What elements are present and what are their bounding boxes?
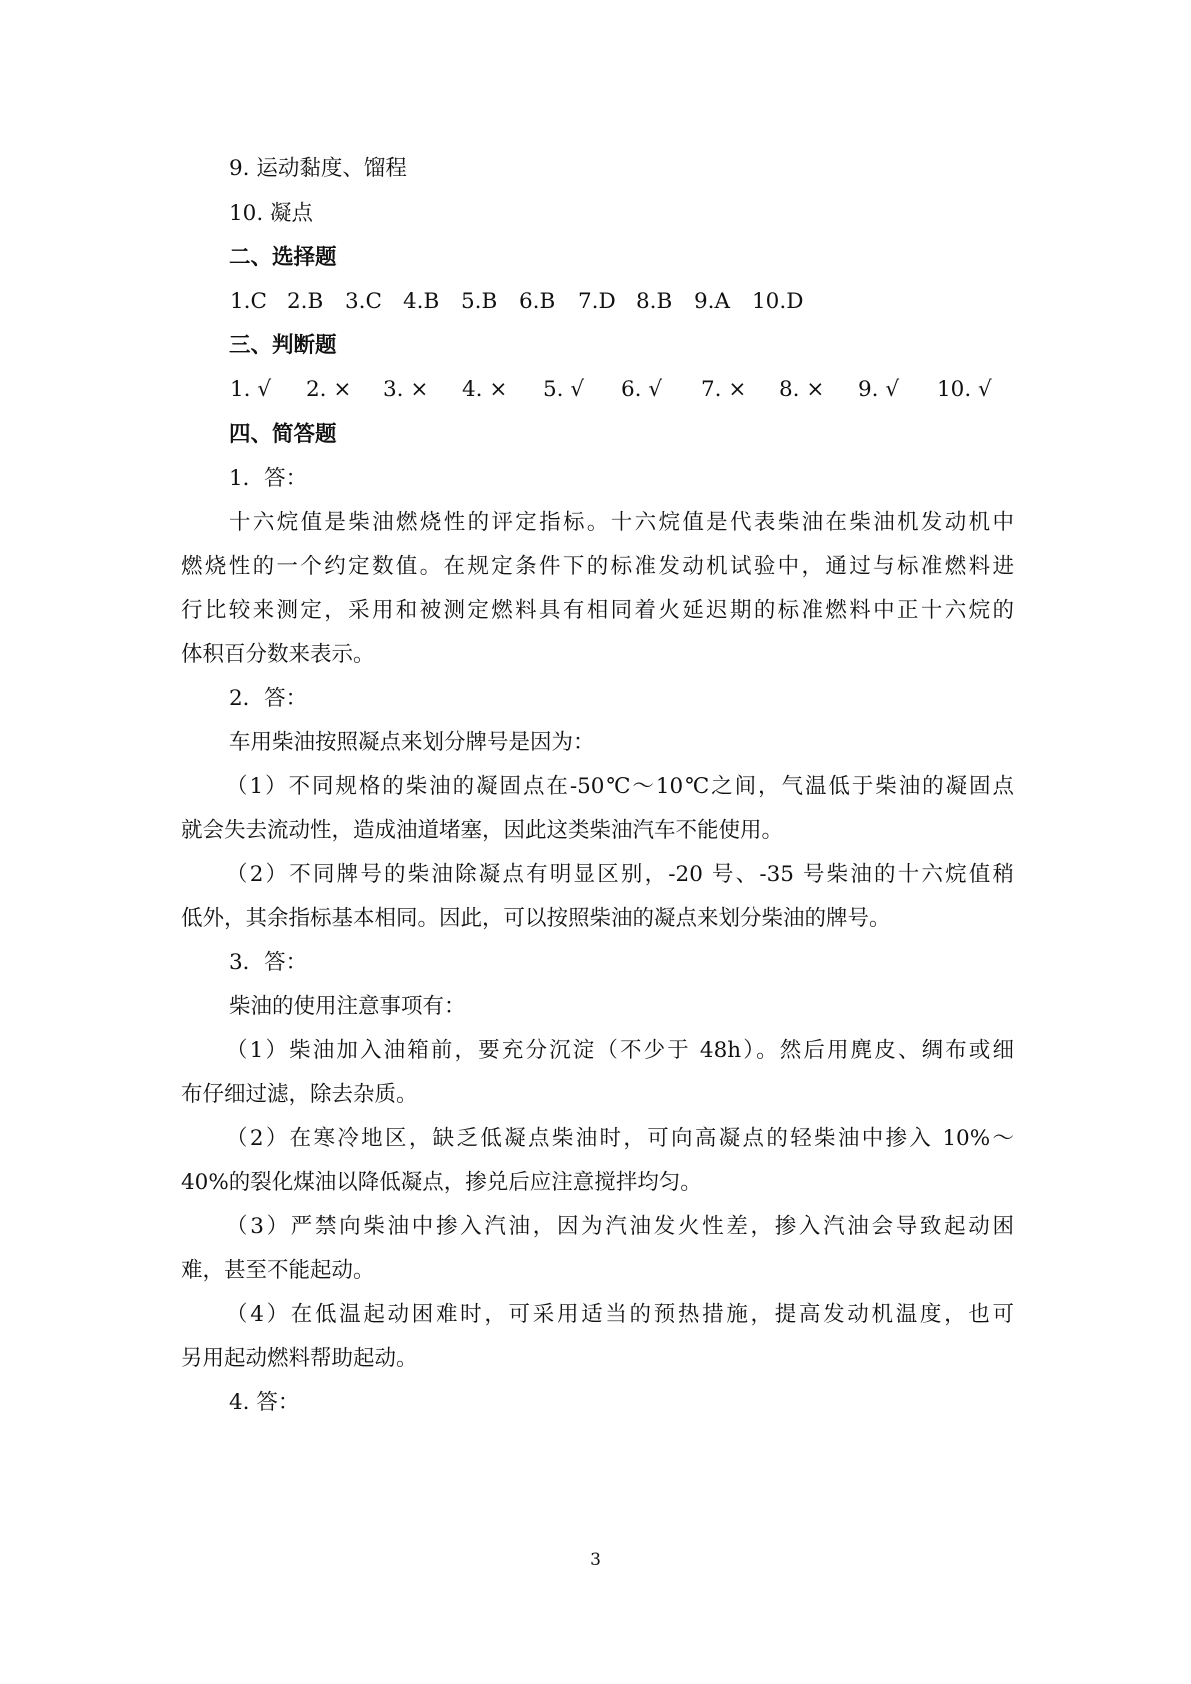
section-heading-true-false: 三、判断题 xyxy=(229,333,337,358)
answer-3-point-3-line: （3）严禁向柴油中掺入汽油，因为汽油发火性差，掺入汽油会导致起动困 xyxy=(226,1214,1014,1239)
answer-3-point-3-line: 难，甚至不能起动。 xyxy=(181,1258,375,1283)
answer-2-point-1-line: （1）不同规格的柴油的凝固点在-50℃～10℃之间，气温低于柴油的凝固点 xyxy=(226,774,1014,799)
answer-3-point-1-line: （1）柴油加入油箱前，要充分沉淀（不少于 48h）。然后用麂皮、绸布或细 xyxy=(226,1038,1014,1063)
answer-1-line: 行比较来测定，采用和被测定燃料具有相同着火延迟期的标准燃料中正十六烷的 xyxy=(181,598,1014,623)
mc-answer: 4.B xyxy=(403,289,440,314)
tf-answer: 5. √ xyxy=(543,377,585,402)
tf-answer: 7. × xyxy=(701,377,747,402)
question-3-label: 3．答： xyxy=(229,950,308,975)
answer-1-line: 燃烧性的一个约定数值。在规定条件下的标准发动机试验中，通过与标准燃料进 xyxy=(181,554,1014,579)
mc-answer: 10.D xyxy=(752,289,804,314)
tf-answer: 8. × xyxy=(779,377,825,402)
tf-answer: 2. × xyxy=(306,377,352,402)
mc-answer: 9.A xyxy=(694,289,731,314)
question-2-label: 2．答： xyxy=(229,686,308,711)
answer-1-line: 体积百分数来表示。 xyxy=(181,642,375,667)
tf-answer: 6. √ xyxy=(621,377,663,402)
question-4-label: 4. 答： xyxy=(229,1390,300,1415)
mc-answer: 1.C xyxy=(230,289,267,314)
answer-item-9: 9. 运动黏度、馏程 xyxy=(229,156,407,181)
tf-answer: 9. √ xyxy=(858,377,900,402)
answer-2-point-1-line: 就会失去流动性，造成油道堵塞，因此这类柴油汽车不能使用。 xyxy=(181,818,784,843)
mc-answer: 3.C xyxy=(345,289,382,314)
tf-answer: 1. √ xyxy=(230,377,272,402)
answer-2-intro: 车用柴油按照凝点来划分牌号是因为： xyxy=(229,730,595,755)
answer-2-point-2-line: （2）不同牌号的柴油除凝点有明显区别，-20 号、-35 号柴油的十六烷值稍 xyxy=(226,862,1014,887)
answer-3-point-1-line: 布仔细过滤，除去杂质。 xyxy=(181,1082,418,1107)
mc-answer: 2.B xyxy=(287,289,324,314)
section-heading-short-answer: 四、简答题 xyxy=(229,422,337,447)
answer-item-10: 10. 凝点 xyxy=(229,201,314,226)
mc-answer: 6.B xyxy=(519,289,556,314)
question-1-label: 1．答： xyxy=(229,466,308,491)
answer-1-line: 十六烷值是柴油燃烧性的评定指标。十六烷值是代表柴油在柴油机发动机中 xyxy=(229,510,1014,535)
mc-answer: 7.D xyxy=(578,289,616,314)
answer-3-point-2-line: （2）在寒冷地区，缺乏低凝点柴油时，可向高凝点的轻柴油中掺入 10%～ xyxy=(226,1126,1014,1151)
section-heading-multiple-choice: 二、选择题 xyxy=(229,245,337,270)
tf-answer: 4. × xyxy=(462,377,508,402)
tf-answer: 10. √ xyxy=(937,377,992,402)
answer-3-point-2-line: 40%的裂化煤油以降低凝点，掺兑后应注意搅拌均匀。 xyxy=(181,1170,702,1195)
mc-answer: 5.B xyxy=(461,289,498,314)
answer-3-point-4-line: （4）在低温起动困难时，可采用适当的预热措施，提高发动机温度，也可 xyxy=(226,1302,1014,1327)
page-number: 3 xyxy=(590,1550,601,1570)
tf-answer: 3. × xyxy=(383,377,429,402)
answer-3-point-4-line: 另用起动燃料帮助起动。 xyxy=(181,1346,418,1371)
answer-3-intro: 柴油的使用注意事项有： xyxy=(229,994,466,1019)
answer-2-point-2-line: 低外，其余指标基本相同。因此，可以按照柴油的凝点来划分柴油的牌号。 xyxy=(181,906,891,931)
mc-answer: 8.B xyxy=(636,289,673,314)
